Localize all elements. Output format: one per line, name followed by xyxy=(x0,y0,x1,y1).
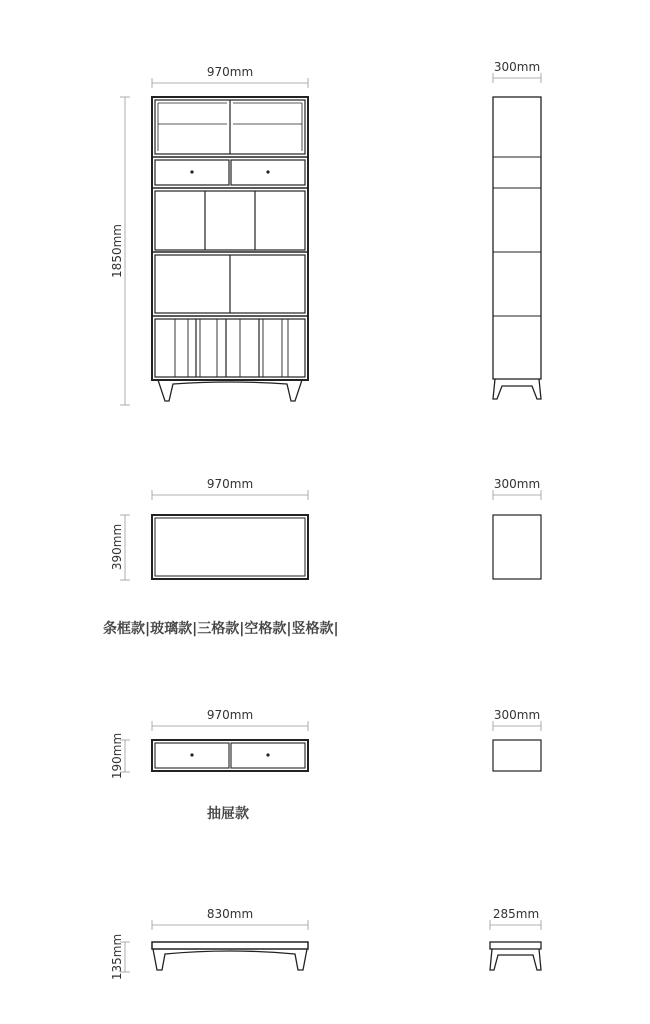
base-side-depth-label: 285mm xyxy=(492,907,540,921)
top-front-width-label: 970mm xyxy=(206,65,254,79)
full-cabinet-side-view xyxy=(493,60,541,399)
box-front-width-label: 970mm xyxy=(206,477,254,491)
box-side-depth-label: 300mm xyxy=(493,477,541,491)
drawer-side-view xyxy=(493,708,541,771)
full-cabinet-front-view xyxy=(110,65,308,405)
box-side-view xyxy=(493,477,541,579)
top-height-label: 1850mm xyxy=(110,224,124,278)
drawer-front-width-label: 970mm xyxy=(206,708,254,722)
drawer-height-label: 190mm xyxy=(110,732,124,780)
box-height-label: 390mm xyxy=(110,523,124,571)
style-options-caption: 条框款|玻璃款|三格款|空格款|竖格款| xyxy=(103,621,339,637)
base-side-view xyxy=(490,907,541,970)
base-front-view xyxy=(110,907,308,980)
drawer-caption: 抽屉款 xyxy=(207,806,249,822)
top-side-depth-label: 300mm xyxy=(493,60,541,74)
box-front-view xyxy=(110,477,308,580)
drawer-front-view xyxy=(110,708,308,779)
base-height-label: 135mm xyxy=(110,933,124,981)
drawer-side-depth-label: 300mm xyxy=(493,708,541,722)
base-front-width-label: 830mm xyxy=(206,907,254,921)
